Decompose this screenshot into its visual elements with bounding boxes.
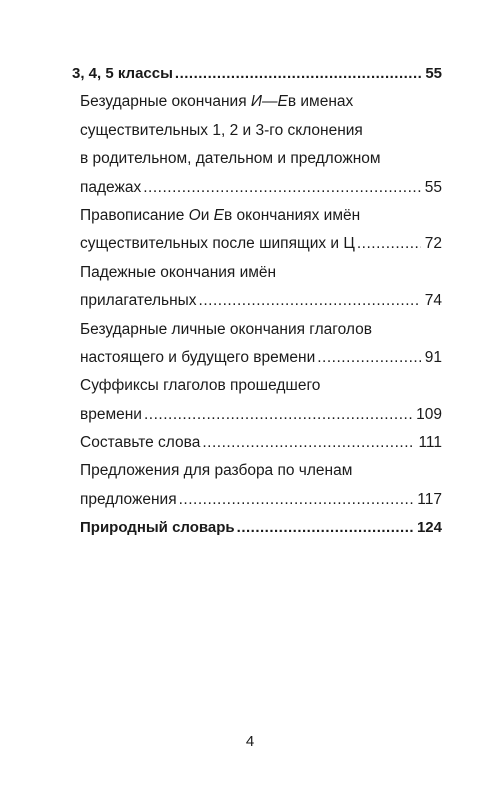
toc-section-title: 3, 4, 5 классы	[72, 65, 173, 82]
toc-entry-row[interactable]	[72, 344, 442, 372]
toc-entry-text-part: в именах	[287, 93, 354, 111]
toc-entry-text-part: и	[200, 206, 214, 224]
toc-page-number: 72	[424, 235, 442, 253]
toc-leader-dots	[357, 230, 421, 258]
toc-entry-row[interactable]	[72, 174, 442, 202]
toc-page-number: 91	[424, 348, 442, 366]
toc-entry-text: Суффиксы глаголов прошедшего	[80, 377, 321, 395]
toc-leader-dots	[179, 486, 414, 514]
toc-entry-text: Предложения для разбора по членам	[80, 462, 353, 480]
toc-entry-text	[72, 202, 442, 230]
toc-leader-dots	[175, 60, 421, 88]
toc-leader-dots	[143, 174, 421, 202]
toc-entry-row[interactable]	[72, 230, 442, 258]
toc-entry-dash: —	[262, 93, 278, 111]
toc-leader-dots	[237, 514, 413, 542]
toc-page-number: 111	[418, 434, 442, 452]
toc-entry-text-part: Безударные окончания	[80, 93, 251, 111]
toc-entry-row[interactable]	[72, 401, 442, 429]
toc-entry-text: Безударные личные окончания глаголов	[80, 320, 372, 338]
toc-section-heading[interactable]	[72, 514, 442, 542]
toc-entry-text: падежах	[80, 178, 142, 196]
toc-entry-text: Составьте слова	[80, 434, 201, 452]
toc-section-title: Природный словарь	[80, 519, 235, 537]
toc-page-number: 117	[417, 490, 442, 508]
toc-page-number: 109	[416, 405, 442, 423]
toc-entry-row[interactable]	[72, 287, 442, 315]
page-footer-number: 4	[245, 733, 255, 750]
toc-entry-letter: И	[250, 93, 262, 111]
toc-entry-text: времени	[80, 405, 142, 423]
toc-entry-text: прилагательных	[80, 292, 197, 310]
toc-entry-letter: О	[188, 206, 201, 224]
toc-page-number: 74	[424, 292, 442, 310]
toc-section-heading[interactable]	[72, 60, 442, 88]
toc-entry-text: Падежные окончания имён	[80, 263, 277, 281]
toc-page-number: 55	[424, 178, 442, 196]
toc-entry-letter: Е	[277, 93, 288, 111]
table-of-contents	[72, 60, 442, 543]
toc-entry-text: существительных после шипящих и Ц	[80, 235, 355, 253]
toc-leader-dots	[317, 344, 421, 372]
toc-entry-text: предложения	[80, 490, 177, 508]
toc-entry-row[interactable]	[72, 429, 442, 457]
toc-leader-dots	[202, 429, 414, 457]
toc-entry-text: в родительном, дательном и предложном	[80, 150, 381, 168]
toc-entry-text-part: Правописание	[80, 206, 189, 224]
toc-page-number: 124	[416, 519, 442, 537]
toc-page-number: 55	[425, 65, 442, 82]
toc-leader-dots	[144, 401, 412, 429]
toc-entry-letter: Е	[213, 206, 225, 224]
toc-entry-text	[72, 88, 442, 116]
toc-entry-text: настоящего и будущего времени	[80, 348, 316, 366]
toc-entry-text: существительных 1, 2 и 3-го склонения	[80, 121, 363, 139]
toc-entry-row[interactable]	[72, 486, 442, 514]
toc-entry-text-part: в окончаниях имён	[224, 206, 361, 224]
toc-leader-dots	[199, 287, 421, 315]
